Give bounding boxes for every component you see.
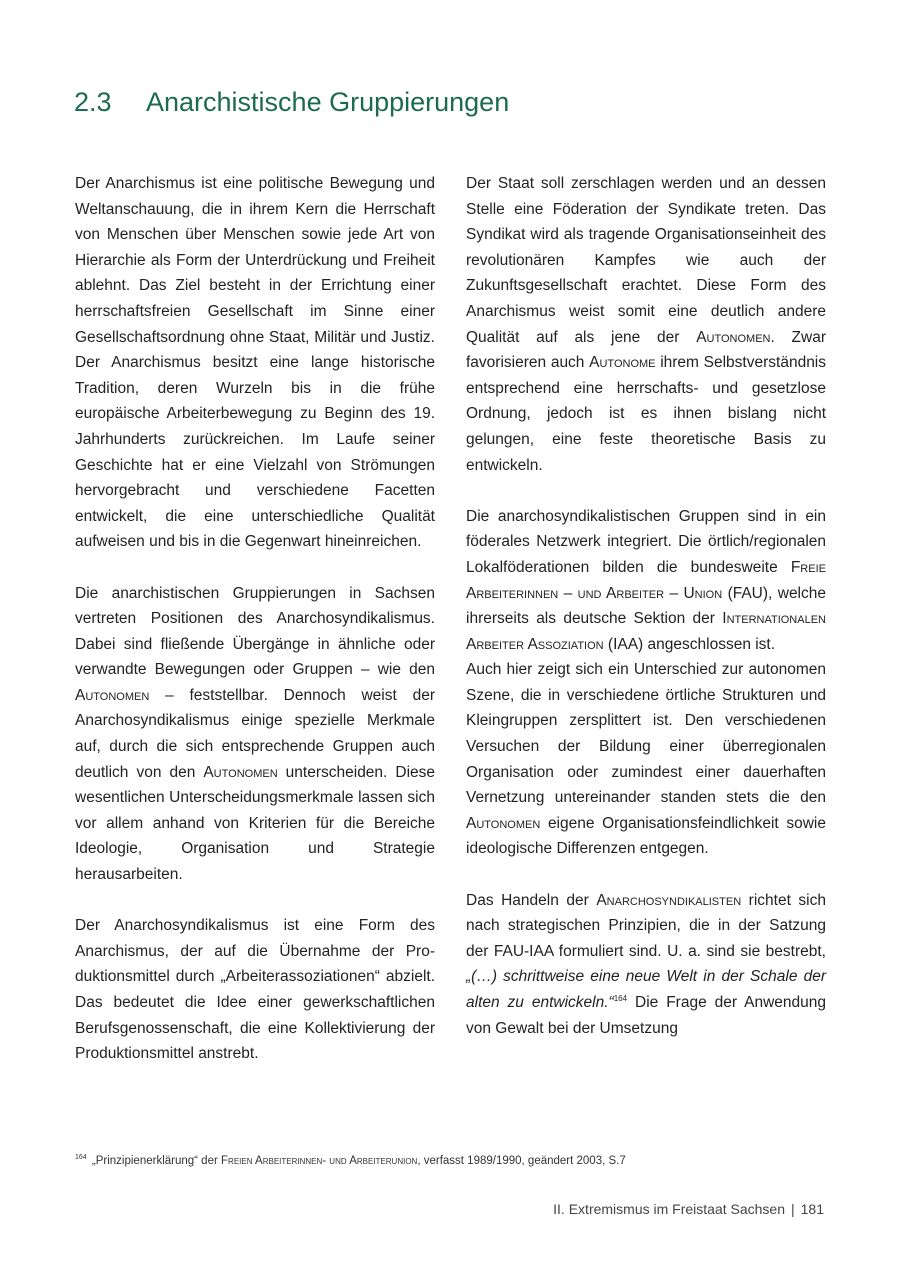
page-number: 181 <box>800 1201 824 1217</box>
footer-separator: | <box>791 1201 795 1217</box>
quotation: „(…) schrittweise eine neue Welt in der Schale der alten zu entwickeln.“ <box>466 968 826 1011</box>
section-heading <box>74 84 509 120</box>
paragraph-network: Die anarchosyndikalistischen Gruppen sind in ein föderales Netzwerk integriert. Die örtlich/regionalen Lokalföderationen bilden die bundesweite Freie Arbeiterinnen – und Arbeiter – Union (FAU), welche ihrerseits als deutsche Sektion der Internationalen Arbeiter Assoziation (IAA) angeschlossen ist. <box>466 507 826 653</box>
term-autonome: Autonomen <box>203 763 278 781</box>
footnote-number: 164 <box>75 1154 87 1162</box>
right-column <box>466 171 826 1041</box>
term-autonome: Autonomen <box>696 328 771 346</box>
section-number: 2.3 <box>74 87 112 117</box>
page-footer <box>553 1199 824 1219</box>
term-iaa: Internationalen Arbeiter Assoziation <box>466 610 826 653</box>
paragraph-anarchosyndicalism: Der Anarchosyndikalismus ist eine Form des Anarchismus, der auf die Übernahme der Produktionsmittel durch „Arbeiterassoziationen“ abzielt. Das bedeutet die Idee einer gewerkschaftlichen Berufsgenossenschaft, die eine Kollektivierung der Produktionsmittel anstrebt. <box>75 917 435 1063</box>
footnote: $^{164}$ „Prinzipienerklärung“ der Freien Arbeiterinnen- und Arbeiterunion, verfasst 1989/1990, geändert 2003, S.7 <box>75 1154 626 1167</box>
term-autonome: Autonome <box>589 354 656 372</box>
term-autonome: Autonomen <box>466 814 541 832</box>
paragraph-strategy: Das Handeln der Anarchosyndikalisten richtet sich nach strategischen Prinzipien, die in der Satzung der FAU-IAA formuliert sind. U. a. sind sie bestrebt, „(…) schrittweise eine neue Welt in der Schale der alten zu entwickeln.“$^{164}$ Die Frage der Anwendung von Gewalt bei der Umsetzung <box>466 891 826 1037</box>
paragraph-state-federation: Der Staat soll zerschlagen werden und an dessen Stelle eine Föderation der Syndikate treten. Das Syndikat wird als tragende Organisationseinheit des revolutionären Kampfes wie auch der Zukunftsgesellschaft erachtet. Diese Form des Anarchismus weist somit eine deutlich andere Qualität auf als jene der Autonomen. Zwar favorisieren auch Autonome ihrem Selbstverständnis entsprechend eine herrschafts- und gesetzlose Ordnung, jedoch ist es ihnen bislang nicht gelungen, eine feste theoretische Basis zu entwickeln. <box>466 175 827 474</box>
term-fau: Freie Arbeiterinnen – und Arbeiter – Union <box>466 558 826 602</box>
section-title: Anarchistische Gruppierungen <box>146 87 510 117</box>
term-autonome: Autonomen <box>75 686 150 704</box>
chapter-title: II. Extremismus im Freistaat Sachsen <box>553 1201 785 1217</box>
left-column <box>75 171 435 1067</box>
footnote-term: Freien Arbeiterinnen- und Arbeiterunion <box>221 1155 418 1167</box>
term-anarchosyndikalisten: Anarchosyndikalisten <box>596 891 742 909</box>
footnote-reference: 164 <box>613 993 628 1003</box>
paragraph-difference: Auch hier zeigt sich ein Unterschied zur autonomen Szene, die in verschiedene örtliche Strukturen und Kleingruppen zersplittert ist. Den verschiedenen Versuchen der Bildung einer überregionalen Organisation oder zumindest einer dauerhaften Vernetzung untereinander standen stets die den Autonomen eigene Organisationsfeindlichkeit sowie ideologische Differenzen entgegen. <box>466 661 826 858</box>
paragraph-saxony-groups: Die anarchistischen Gruppierungen in Sachsen vertreten Positionen des Anarchosyndikalismus. Dabei sind fließende Übergänge in ähnliche oder verwandte Bewegungen oder Gruppen – wie den Autonomen – feststellbar. Dennoch weist der Anarchosyndikalismus einige spezielle Merkmale auf, durch die sich entsprechende Gruppen auch deutlich von den Autonomen unterscheiden. Diese wesentlichen Unterscheidungsmerkmale lassen sich vor allem anhand von Kriterien für die Bereiche Ideologie, Organisation und Strategie herausarbeiten. <box>75 584 436 884</box>
paragraph-anarchism-intro: Der Anarchismus ist eine politische Bewegung und Weltanschauung, die in ihrem Kern die Herrschaft von Menschen über Menschen sowie jede Art von Hierarchie als Form der Unterdrückung und Freiheit ablehnt. Das Ziel besteht in der Errichtung einer herrschaftsfreien Gesellschaft im Sinne einer Gesellschaftsordnung ohne Staat, Militär und Justiz. Der Anarchismus besitzt eine lange historische Tradition, deren Wurzeln bis in die frühe europäische Arbeiterbewegung zu Beginn des 19. Jahrhunderts zurückreichen. Im Laufe seiner Geschichte hat er eine Vielzahl von Strömungen hervorgebracht und verschiedene Facetten entwickelt, die eine unterschiedliche Qualität aufweisen und bis in die Gegenwart hineinreichen. <box>75 175 435 551</box>
